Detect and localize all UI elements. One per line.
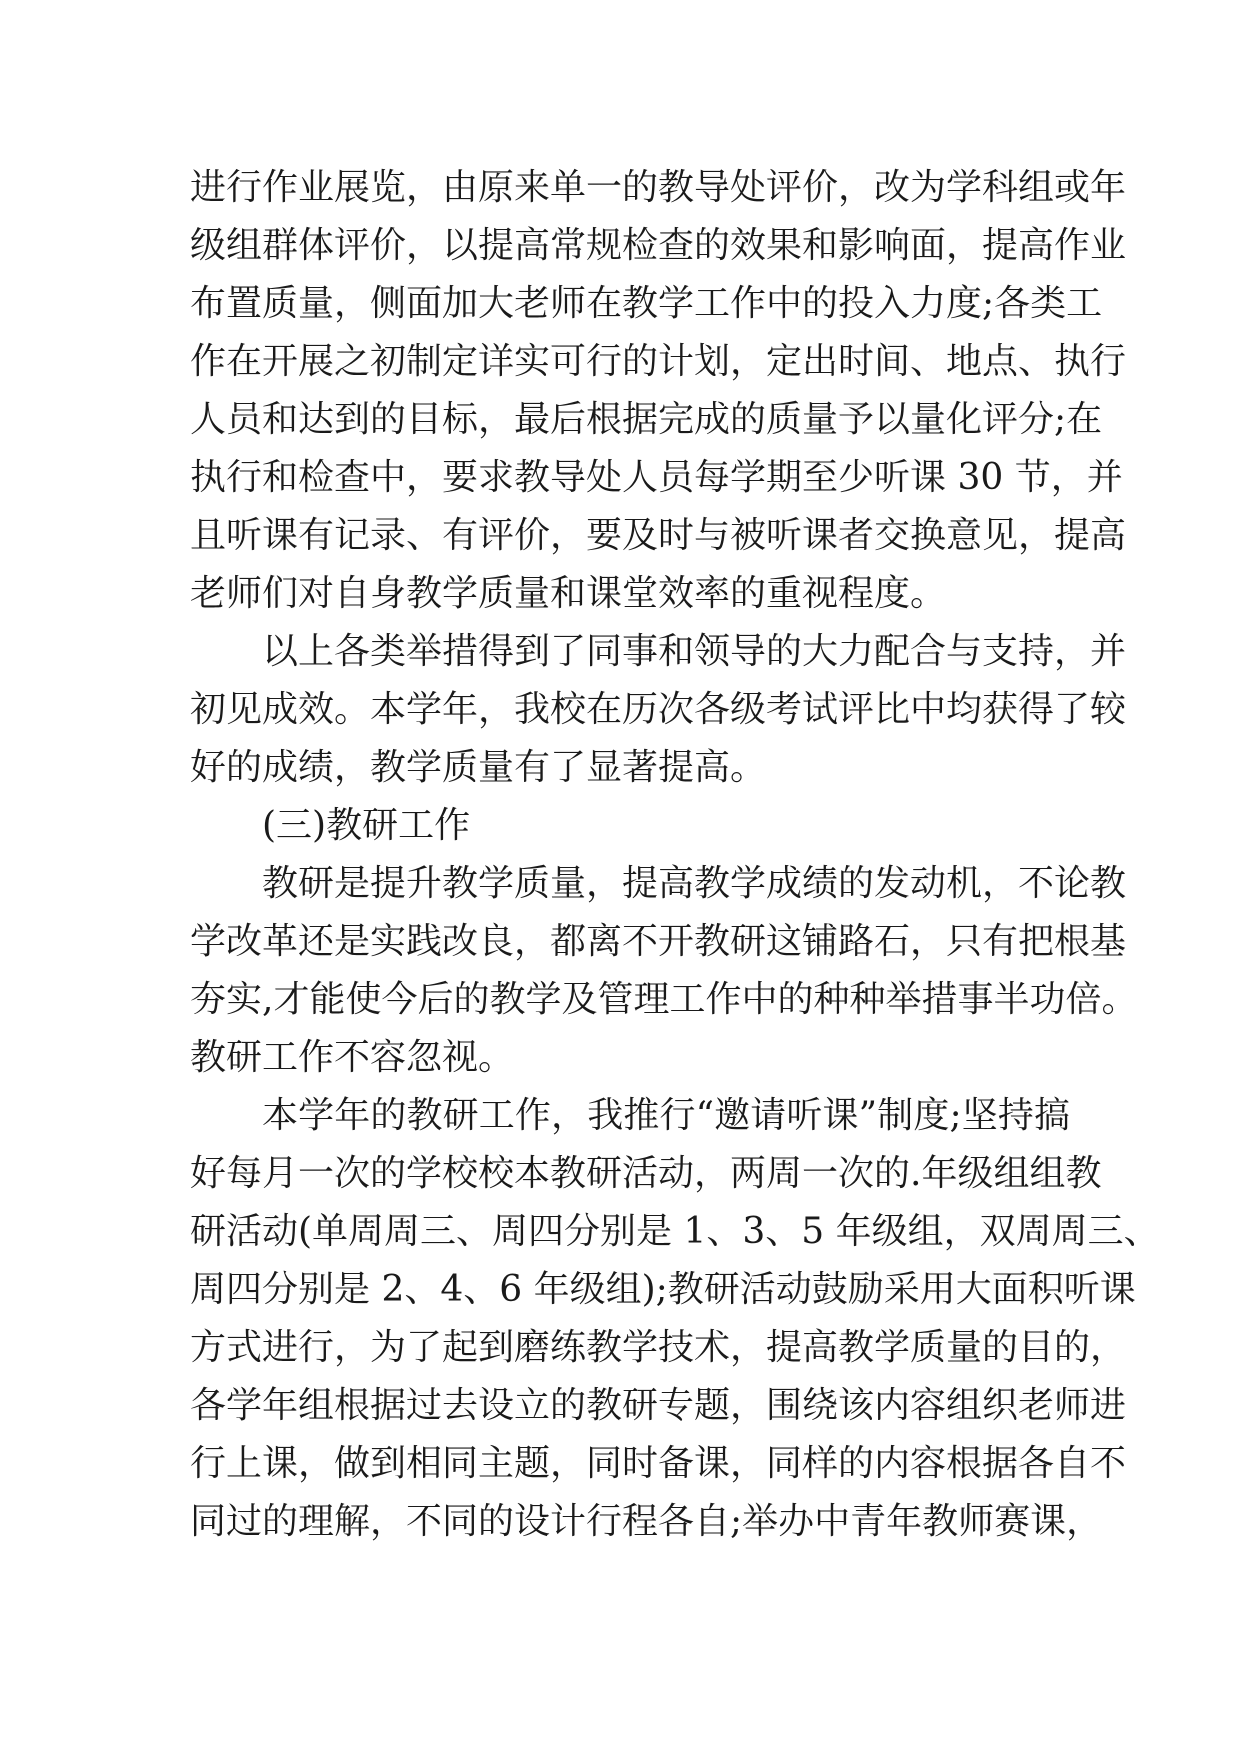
text-line: 好每月一次的学校校本教研活动，两周一次的.年级组组教 xyxy=(190,1153,1102,1194)
text-line: 作在开展之初制定详实可行的计划，定出时间、地点、执行 xyxy=(190,341,1127,382)
text-line: 行上课，做到相同主题，同时备课，同样的内容根据各自不 xyxy=(190,1443,1127,1484)
text-line: 进行作业展览，由原来单一的教导处评价，改为学科组或年 xyxy=(190,167,1127,208)
text-line: 学改革还是实践改良，都离不开教研这铺路石，只有把根基 xyxy=(190,921,1127,962)
text-line: 初见成效。本学年，我校在历次各级考试评比中均获得了较 xyxy=(190,689,1127,730)
text-line: 方式进行，为了起到磨练教学技术，提高教学质量的目的， xyxy=(190,1327,1127,1368)
text-line: 人员和达到的目标，最后根据完成的质量予以量化评分;在 xyxy=(190,399,1103,440)
text-line: 布置质量，侧面加大老师在教学工作中的投入力度;各类工 xyxy=(190,283,1103,324)
text-line: 教研工作不容忽视。 xyxy=(190,1037,515,1078)
text-line: 级组群体评价，以提高常规检查的效果和影响面，提高作业 xyxy=(190,225,1127,266)
text-line: 教研是提升教学质量，提高教学成绩的发动机，不论教 xyxy=(262,863,1127,904)
text-line: 各学年组根据过去设立的教研专题，围绕该内容组织老师进 xyxy=(190,1385,1127,1426)
text-line: 以上各类举措得到了同事和领导的大力配合与支持，并 xyxy=(262,631,1127,672)
text-line: 夯实,才能使今后的教学及管理工作中的种种举措事半功倍。 xyxy=(190,979,1138,1020)
section-heading: (三)教研工作 xyxy=(262,805,471,846)
text-line: 老师们对自身教学质量和课堂效率的重视程度。 xyxy=(190,573,947,614)
text-line: 好的成绩，教学质量有了显著提高。 xyxy=(190,747,767,788)
text-line: 研活动(单周周三、周四分别是 1、3、5 年级组，双周周三、 xyxy=(190,1211,1160,1252)
text-line: 本学年的教研工作，我推行“邀请听课”制度;坚持搞 xyxy=(262,1095,1070,1136)
text-line: 周四分别是 2、4、6 年级组);教研活动鼓励采用大面积听课 xyxy=(190,1269,1136,1310)
text-line: 同过的理解，不同的设计行程各自;举办中青年教师赛课， xyxy=(190,1501,1103,1542)
text-line: 执行和检查中，要求教导处人员每学期至少听课 30 节，并 xyxy=(190,457,1123,498)
text-line: 且听课有记录、有评价，要及时与被听课者交换意见，提高 xyxy=(190,515,1127,556)
